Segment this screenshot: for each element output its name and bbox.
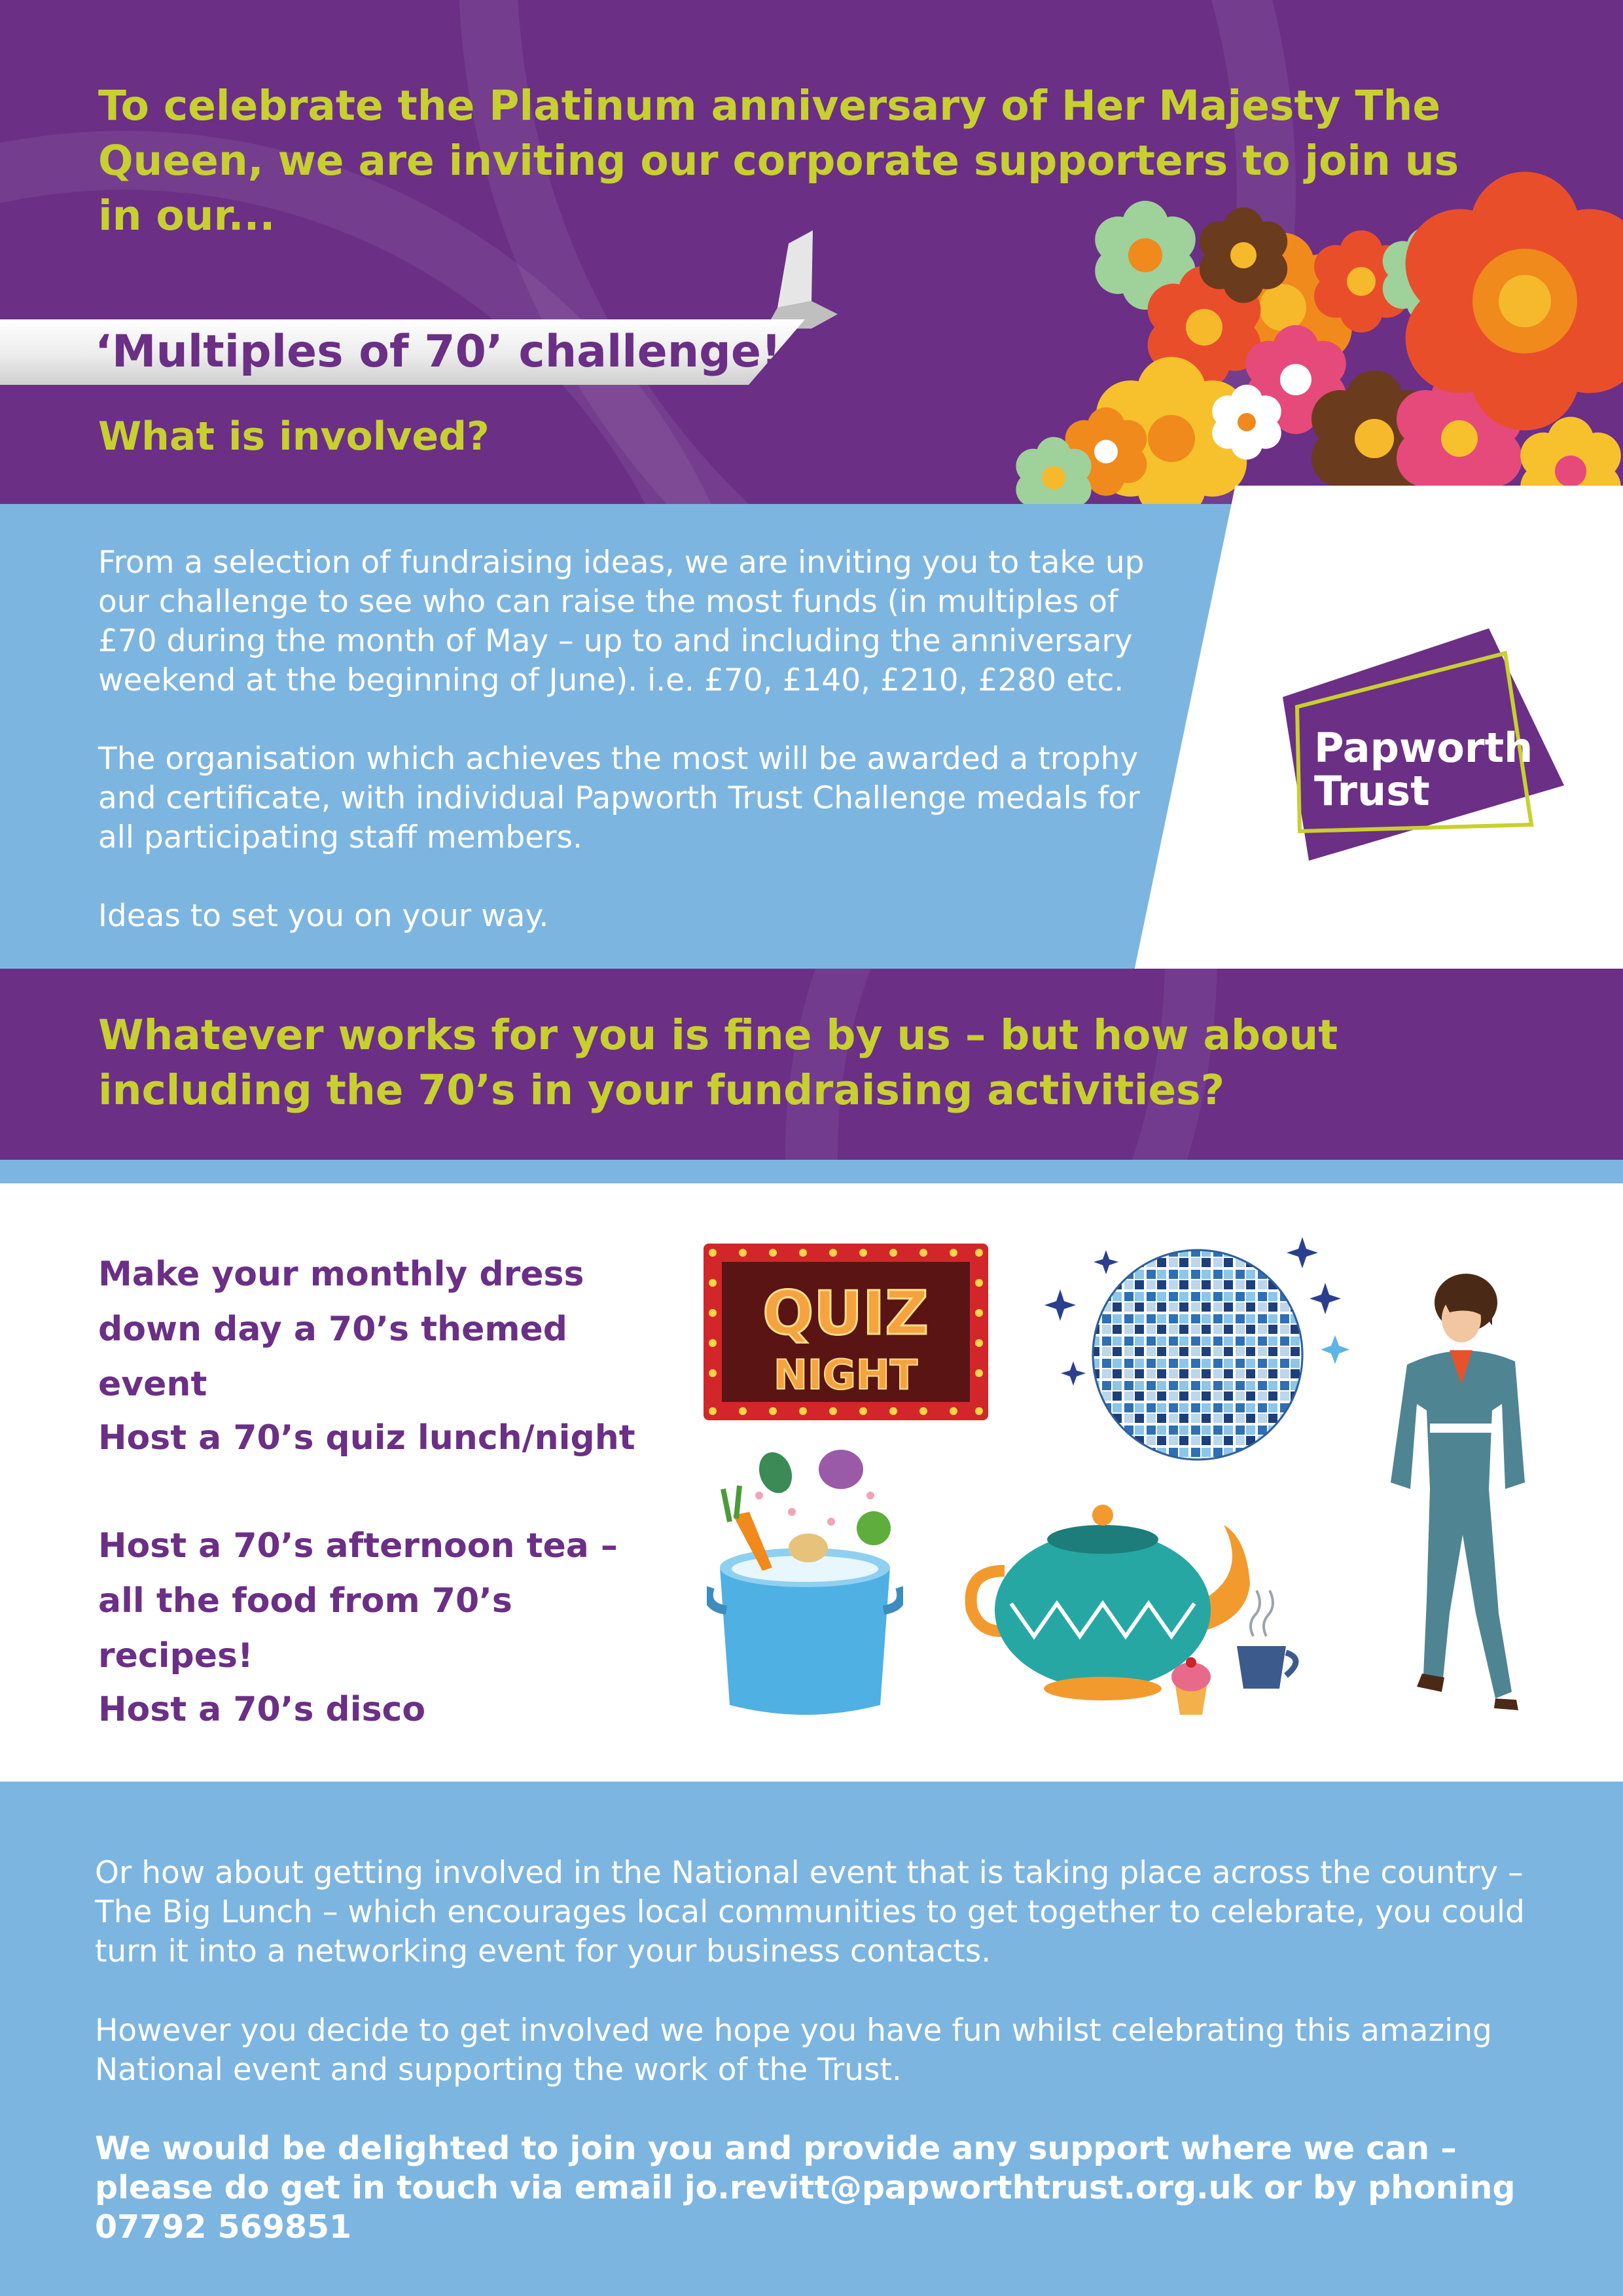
quiz-night-sign-illustration [704,1244,988,1420]
cooking-pot-illustration [707,1450,903,1725]
quiz-sign-line-2: NIGHT [773,1351,918,1399]
section-heading-involved: What is involved? [98,414,490,459]
idea-item: Host a 70’s quiz lunch/night [98,1418,635,1458]
logo-text: Trust [1314,767,1430,815]
logo-text: Papworth [1314,724,1533,772]
intro-heading: To celebrate the Platinum anniversary of Her Majesty The Queen, we are inviting our corporate supporters to join us in our... [98,82,1459,240]
ideas-heading: Whatever works for you is fine by us – but how about including the 70’s in your fundraising activities? [98,1011,1338,1114]
disco-dancer-illustration [1345,1273,1561,1725]
retro-flowers-illustration [955,164,1623,504]
idea-item: Host a 70’s disco [98,1690,426,1729]
disco-ball-illustration [1034,1224,1361,1479]
idea-item: Make your monthly dress down day a 70’s themed event [98,1255,584,1404]
ribbon-fold-graphic [766,230,838,329]
details-paragraph: The organisation which achieves the most will be awarded a trophy and certificate, with individual Papworth Trust Challenge medals for all participating staff members. [98,741,1140,855]
divider-stripe [0,1160,1623,1183]
contact-details: We would be delighted to join you and provide any support where we can – please do get in touch via email jo.revitt@papworthtrust.org.uk or by phoning 07792 569851 [95,2130,1516,2246]
details-paragraph: From a selection of fundraising ideas, we are inviting you to take up our challenge to see who can raise the most funds (in multiples of £70 during the month of May – up to and including the anniversary weekend at the beginning of June). i.e. £70, £140, £210, £280 etc. [98,545,1145,698]
footer-paragraph: However you decide to get involved we hope you have fun whilst celebrating this amazing National event and supporting the work of the Trust. [95,2013,1492,2088]
details-paragraph: Ideas to set you on your way. [98,898,549,934]
afternoon-tea-illustration [959,1499,1325,1721]
idea-item: Host a 70’s afternoon tea – all the food from 70’s recipes! [98,1526,618,1676]
challenge-title: ‘Multiples of 70’ challenge! [95,326,781,378]
quiz-sign-line-1: QUIZ [762,1278,929,1348]
footer-paragraph: Or how about getting involved in the National event that is taking place across the country – The Big Lunch – which encourages local communities to get together to celebrate, you could turn it into a networking event for your business contacts. [95,1855,1525,1969]
